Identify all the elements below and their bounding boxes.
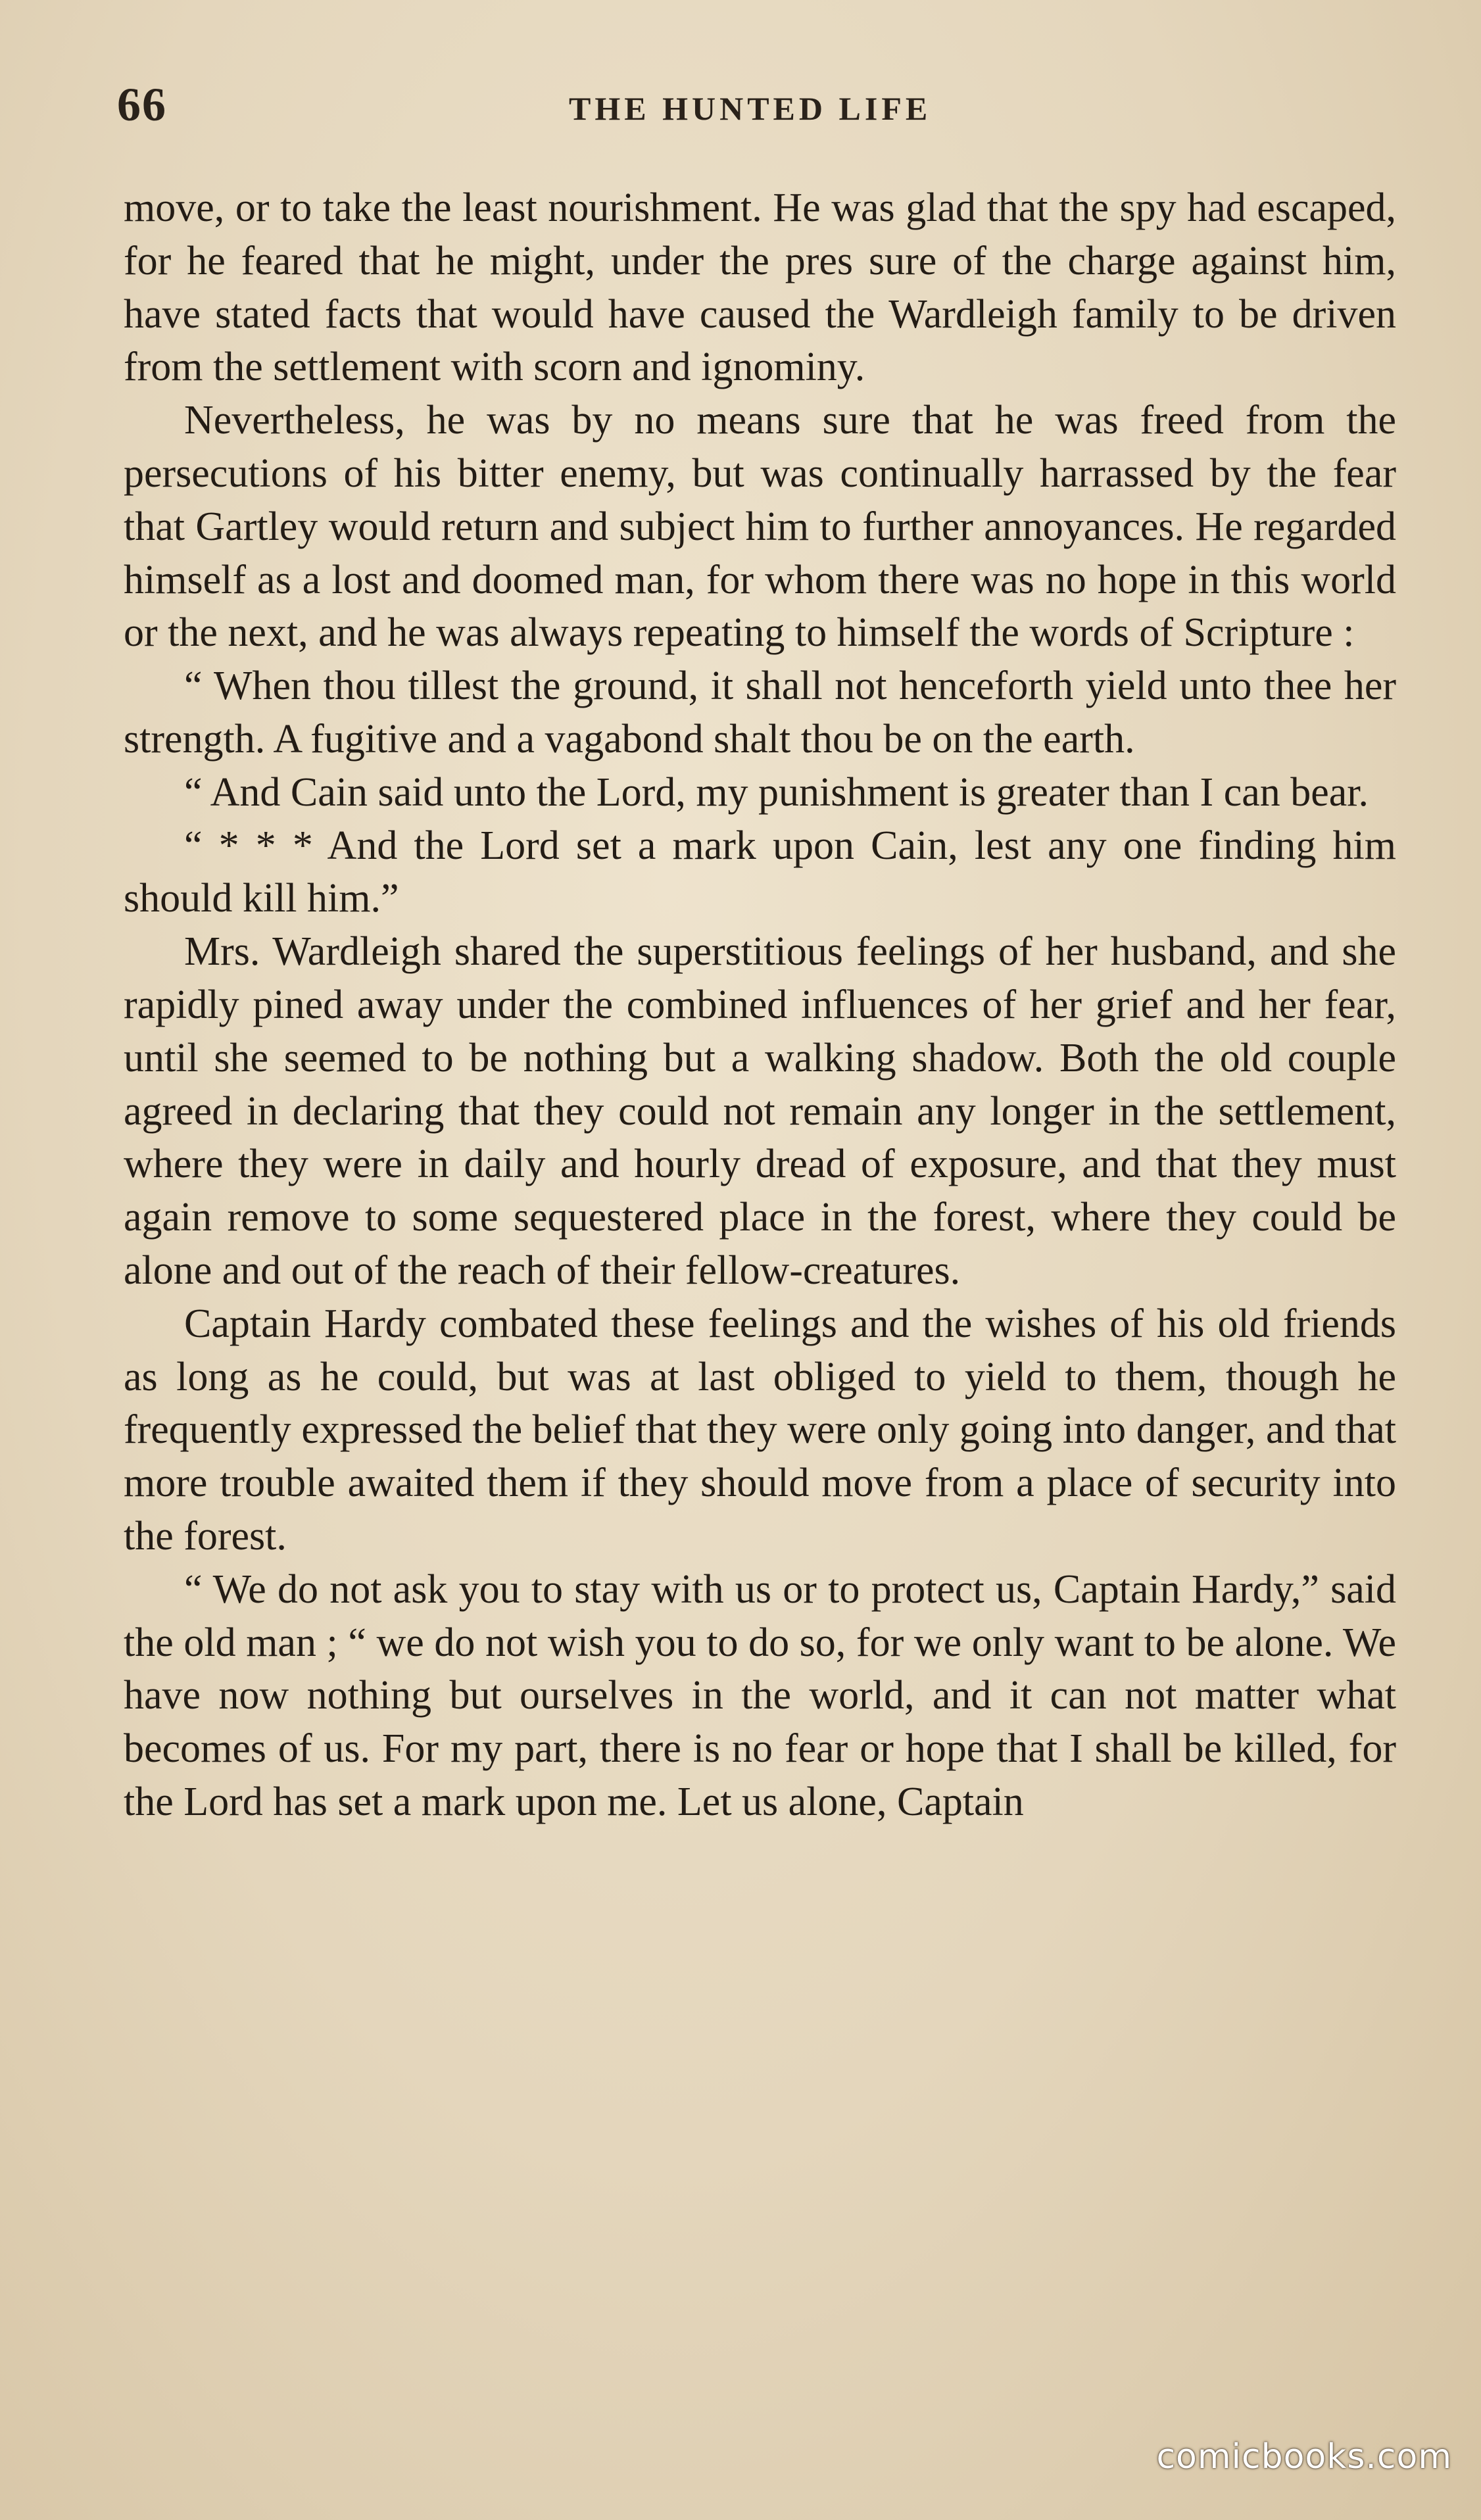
scripture-quote: “ When thou tillest the ground, it shall not henceforth yield unto thee her strength. A fugitive and a vagabond shalt thou be on the earth. bbox=[124, 664, 1396, 762]
scripture-quote: “ And Cain said unto the Lord, my punishment is greater than I can bear. bbox=[184, 769, 1369, 815]
body-text bbox=[124, 182, 1396, 1829]
paragraph: Mrs. Wardleigh shared the superstitious feelings of her husband, and she rapidly pined away under the combined influences of her grief and her fear, until she seemed to be nothing but a walking shadow. Both the old couple agreed in declaring that they could not remain any longer in the settlement, where they were in daily and hourly dread of exposure, and that they must again remove to some sequestered place in the forest, where they could be alone and out of the reach of their fellow-creatures. bbox=[124, 929, 1396, 1293]
paragraph: Captain Hardy combated these feelings and the wishes of his old friends as long as he could, but was at last obliged to yield to them, though he frequently expressed the belief that they were only going into danger, and that more trouble awaited them if they should move from a place of security into the forest. bbox=[124, 1301, 1396, 1559]
page-number: 66 bbox=[117, 78, 167, 131]
scripture-quote: “ * * * And the Lord set a mark upon Cain, lest any one finding him should kill him.” bbox=[124, 823, 1396, 921]
paragraph: “ We do not ask you to stay with us or to protect us, Captain Hardy,” said the old man ; “ we do not wish you to do so, for we only want to be alone. We have now nothing but ourselves in the world, and it can not matter what becomes of us. For my part, there is no fear or hope that I shall be killed, for the Lord has set a mark upon me. Let us alone, Captain bbox=[124, 1566, 1396, 1824]
paragraph: move, or to take the least nourishment. He was glad that the spy had escaped, for he feared that he might, under the pres sure of the charge against him, have stated facts that would have caused the Wardleigh family to be driven from the settlement with scorn and ignominy. bbox=[124, 185, 1396, 390]
watermark: comicbooks.com bbox=[1156, 2437, 1452, 2477]
running-title: THE HUNTED LIFE bbox=[569, 90, 932, 127]
paragraph: Nevertheless, he was by no means sure that he was freed from the persecutions of his bitter enemy, but was continually harrassed by the fear that Gartley would return and subject him to further annoyances. He regarded himself as a lost and doomed man, for whom there was no hope in this world or the next, and he was always repeating to himself the words of Scripture : bbox=[124, 398, 1396, 656]
